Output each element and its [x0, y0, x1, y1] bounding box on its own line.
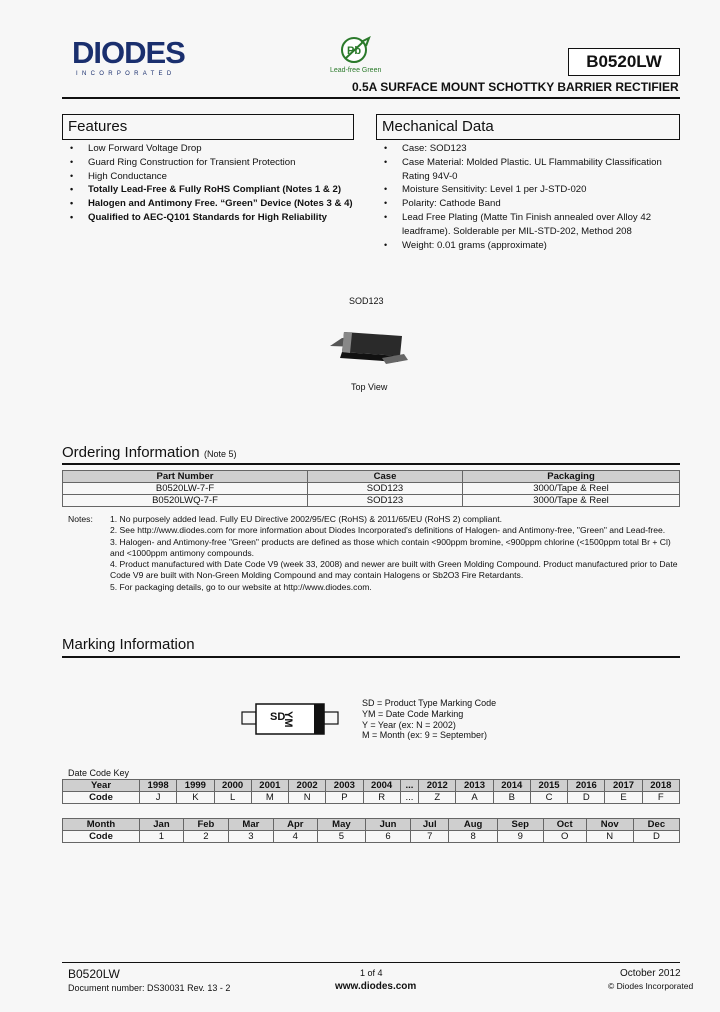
marking-sd-code: SD — [270, 711, 286, 723]
ordering-heading — [62, 444, 237, 462]
code-cell: B — [493, 792, 530, 804]
legend-item: YM = Date Code Marking — [362, 708, 464, 719]
table-row — [63, 483, 680, 495]
table-cell: 3000/Tape & Reel — [463, 495, 680, 507]
features-heading-box — [62, 114, 354, 140]
year-code-table — [62, 779, 680, 804]
code-cell: Oct — [543, 819, 586, 831]
code-cell: 2 — [183, 831, 228, 843]
code-cell: C — [530, 792, 567, 804]
mechanical-item: • Weight: 0.01 grams (approximate) — [376, 239, 676, 253]
code-cell: Nov — [586, 819, 633, 831]
feature-item: • Guard Ring Construction for Transient Protection — [62, 156, 362, 170]
row-label-cell: Year — [63, 780, 140, 792]
code-cell: K — [177, 792, 214, 804]
code-cell: R — [363, 792, 400, 804]
header-cell: Case — [308, 471, 463, 483]
package-view-label: Top View — [351, 382, 388, 392]
features-title: Features — [68, 118, 128, 135]
company-logo-subtitle: INCORPORATED — [76, 71, 176, 77]
mechanical-item: • Polarity: Cathode Band — [376, 197, 676, 211]
code-cell: 1 — [140, 831, 184, 843]
code-cell: 2000 — [214, 780, 251, 792]
document-subtitle: 0.5A SURFACE MOUNT SCHOTTKY BARRIER RECTIFIER — [352, 80, 679, 94]
legend-item: SD = Product Type Marking Code — [362, 698, 497, 708]
note-item: 1. No purposely added lead. Fully EU Directive 2002/95/EC (RoHS) & 2011/65/EU (RoHS 2) compliant. — [110, 514, 502, 524]
code-cell: 1999 — [177, 780, 214, 792]
table-cell: SOD123 — [308, 495, 463, 507]
code-cell: Jul — [411, 819, 449, 831]
code-cell: N — [289, 792, 326, 804]
code-cell: J — [140, 792, 177, 804]
package-image — [322, 316, 412, 381]
code-cell: 8 — [449, 831, 497, 843]
code-cell: 9 — [497, 831, 543, 843]
marking-title: Marking Information — [62, 636, 195, 653]
month-row — [63, 819, 680, 831]
code-cell: Feb — [183, 819, 228, 831]
ordering-note-ref: (Note 5) — [204, 449, 237, 459]
code-cell: M — [251, 792, 288, 804]
code-cell: ... — [400, 792, 418, 804]
code-cell: 1998 — [140, 780, 177, 792]
code-cell: 4 — [273, 831, 317, 843]
code-cell: 3 — [228, 831, 273, 843]
code-cell: 2014 — [493, 780, 530, 792]
header-rule — [62, 97, 680, 99]
table-cell: B0520LWQ-7-F — [63, 495, 308, 507]
marking-rule — [62, 656, 680, 658]
code-cell: Sep — [497, 819, 543, 831]
mechanical-list — [376, 142, 676, 252]
footer-part-number: B0520LW — [68, 967, 120, 981]
code-cell: 2012 — [419, 780, 456, 792]
code-cell: A — [456, 792, 493, 804]
footer-doc-number: Document number: DS30031 Rev. 13 - 2 — [68, 983, 231, 993]
table-cell: SOD123 — [308, 483, 463, 495]
header-cell: Part Number — [63, 471, 308, 483]
mechanical-title: Mechanical Data — [382, 118, 494, 135]
footer-page-number: 1 of 4 — [360, 968, 383, 978]
code-cell: E — [605, 792, 642, 804]
legend-item: Y = Year (ex: N = 2002) — [362, 719, 456, 730]
code-cell: F — [642, 792, 679, 804]
mechanical-item: • Case: SOD123 — [376, 142, 676, 156]
marking-legend — [362, 698, 496, 741]
mechanical-item: • Case Material: Molded Plastic. UL Flammability Classification Rating 94V-0 — [376, 156, 676, 184]
code-cell: 2018 — [642, 780, 679, 792]
note-item: 2. See http://www.diodes.com for more information about Diodes Incorporated's definitions of Halogen- and Antimony-free, "Green" and Lead-free. — [110, 525, 666, 536]
table-row — [63, 495, 680, 507]
mechanical-heading-box — [376, 114, 680, 140]
code-cell: Apr — [273, 819, 317, 831]
lead-free-label: Lead-free Green — [330, 67, 382, 74]
year-row — [63, 780, 680, 792]
pb-symbol: Pb — [347, 45, 362, 57]
row-label-cell: Code — [63, 792, 140, 804]
code-cell: Dec — [633, 819, 679, 831]
footer-date: October 2012 — [620, 968, 681, 979]
legend-item: M = Month (ex: 9 = September) — [362, 730, 488, 741]
notes-list — [110, 514, 685, 593]
code-cell: Z — [419, 792, 456, 804]
month-code-table — [62, 818, 680, 843]
header-cell: Packaging — [463, 471, 680, 483]
ordering-title: Ordering Information — [62, 444, 200, 461]
code-cell: 6 — [366, 831, 411, 843]
year-code-row — [63, 792, 680, 804]
company-logo: DIODES — [72, 35, 185, 70]
row-label-cell: Code — [63, 831, 140, 843]
mechanical-item: • Lead Free Plating (Matte Tin Finish annealed over Alloy 42 leadframe). Solderable per MIL-STD-202, Method 208 — [376, 211, 676, 239]
package-label: SOD123 — [349, 296, 384, 306]
code-cell: N — [586, 831, 633, 843]
footer-website-link[interactable]: www.diodes.com — [335, 981, 417, 992]
code-cell: 2003 — [326, 780, 363, 792]
code-cell: 2017 — [605, 780, 642, 792]
code-cell: 2015 — [530, 780, 567, 792]
note-item: 5. For packaging details, go to our website at http://www.diodes.com. — [110, 581, 372, 592]
feature-item: • Low Forward Voltage Drop — [62, 142, 362, 156]
code-cell: 2002 — [289, 780, 326, 792]
code-cell: O — [543, 831, 586, 843]
code-cell: D — [568, 792, 605, 804]
code-cell: ... — [400, 780, 418, 792]
features-list — [62, 142, 362, 225]
code-cell: 2016 — [568, 780, 605, 792]
footer-rule — [62, 962, 680, 963]
part-number-box: B0520LW — [568, 48, 680, 76]
lead-free-green-logo — [336, 36, 372, 64]
ordering-rule — [62, 463, 680, 465]
code-cell: May — [317, 819, 365, 831]
code-cell: P — [326, 792, 363, 804]
code-cell: D — [633, 831, 679, 843]
code-cell: Jan — [140, 819, 184, 831]
code-cell: 7 — [411, 831, 449, 843]
code-cell: 5 — [317, 831, 365, 843]
table-cell: 3000/Tape & Reel — [463, 483, 680, 495]
code-cell: L — [214, 792, 251, 804]
month-code-row — [63, 831, 680, 843]
code-cell: 2001 — [251, 780, 288, 792]
note-item: 3. Halogen- and Antimony-free "Green" products are defined as those which contain <900ppm bromine, <900ppm chlorine (<1500ppm total Br + Cl) and <1000ppm antimony compounds. — [110, 536, 671, 558]
feature-item: • High Conductance — [62, 170, 362, 184]
code-cell: 2013 — [456, 780, 493, 792]
ordering-table — [62, 470, 680, 507]
feature-item: • Halogen and Antimony Free. “Green” Device (Notes 3 & 4) — [62, 197, 362, 211]
date-code-key-label: Date Code Key — [68, 768, 130, 778]
table-header-row — [63, 471, 680, 483]
feature-item: • Qualified to AEC-Q101 Standards for High Reliability — [62, 211, 362, 225]
notes-label: Notes: — [68, 514, 93, 524]
code-cell: Jun — [366, 819, 411, 831]
table-cell: B0520LW-7-F — [63, 483, 308, 495]
row-label-cell: Month — [63, 819, 140, 831]
marking-ym-code: YM — [282, 711, 294, 728]
code-cell: Mar — [228, 819, 273, 831]
code-cell: Aug — [449, 819, 497, 831]
footer-copyright: © Diodes Incorporated — [608, 981, 694, 991]
mechanical-item: • Moisture Sensitivity: Level 1 per J-STD-020 — [376, 183, 676, 197]
note-item: 4. Product manufactured with Date Code V9 (week 33, 2008) and newer are built with Green Molding Compound. Product manufactured prior to Date Code V9 are built with Non-Green Molding Compound and may contain Halogens or Sb2O3 Fire Retardants. — [110, 559, 678, 581]
feature-item: • Totally Lead-Free & Fully RoHS Compliant (Notes 1 & 2) — [62, 183, 362, 197]
code-cell: 2004 — [363, 780, 400, 792]
